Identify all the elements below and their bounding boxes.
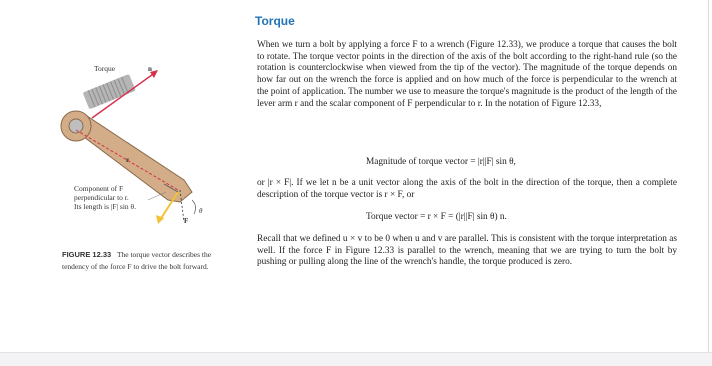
component-label-line1: Component of F (74, 184, 124, 193)
page-border (708, 0, 709, 352)
theta-label: θ (199, 207, 203, 215)
equation-2: Torque vector = r × F = (|r||F| sin θ) n. (366, 212, 507, 222)
figure-caption (62, 249, 237, 273)
torque-label: Torque (94, 64, 116, 73)
wrench-illustration (52, 50, 232, 240)
component-label-line3: Its length is |F| sin θ. (74, 202, 137, 211)
section-heading: Torque (255, 14, 295, 28)
theta-arc (192, 200, 196, 214)
figure-caption-text: The torque vector describes the tendency of the force F to drive the bolt forward. (62, 250, 212, 271)
paragraph-3: Recall that we defined u × v to be 0 when u and v are parallel. This is consistent with the torque interpretation as well. If the force F in Figure 12.33 is parallel to the wrench, meaning that we are trying to turn the bolt by pushing or pulling along the line of the wrench's handle, the torque produced is zero. (257, 234, 677, 268)
figure-number: FIGURE 12.33 (62, 250, 112, 259)
paragraph-2: or |r × F|. If we let n be a unit vector along the axis of the bolt in the direction of the torque, then a complete description of the torque vector is r × F, or (257, 178, 677, 200)
bottom-toolbar-strip (0, 352, 712, 366)
r-label: r (126, 156, 130, 164)
torque-figure (52, 50, 232, 240)
n-label: n (148, 65, 152, 73)
bolt-head (69, 119, 83, 133)
force-label: F (184, 217, 189, 225)
paragraph-1: When we turn a bolt by applying a force F to a wrench (Figure 12.33), we produce a torque that causes the bolt to rotate. The torque vector points in the direction of the axis of the bolt according to the right-hand rule (so the rotation is counterclockwise when viewed from the tip of the vector). The magnitude of the torque depends on how far out on the wrench the force is applied and on how much of the force is perpendicular to the wrench at the point of application. The number we use to measure the torque's magnitude is the product of the length of the lever arm r and the scalar component of F perpendicular to r. In the notation of Figure 12.33, (257, 40, 677, 109)
equation-1: Magnitude of torque vector = |r||F| sin θ, (366, 157, 516, 167)
component-label-line2: perpendicular to r. (74, 193, 129, 202)
